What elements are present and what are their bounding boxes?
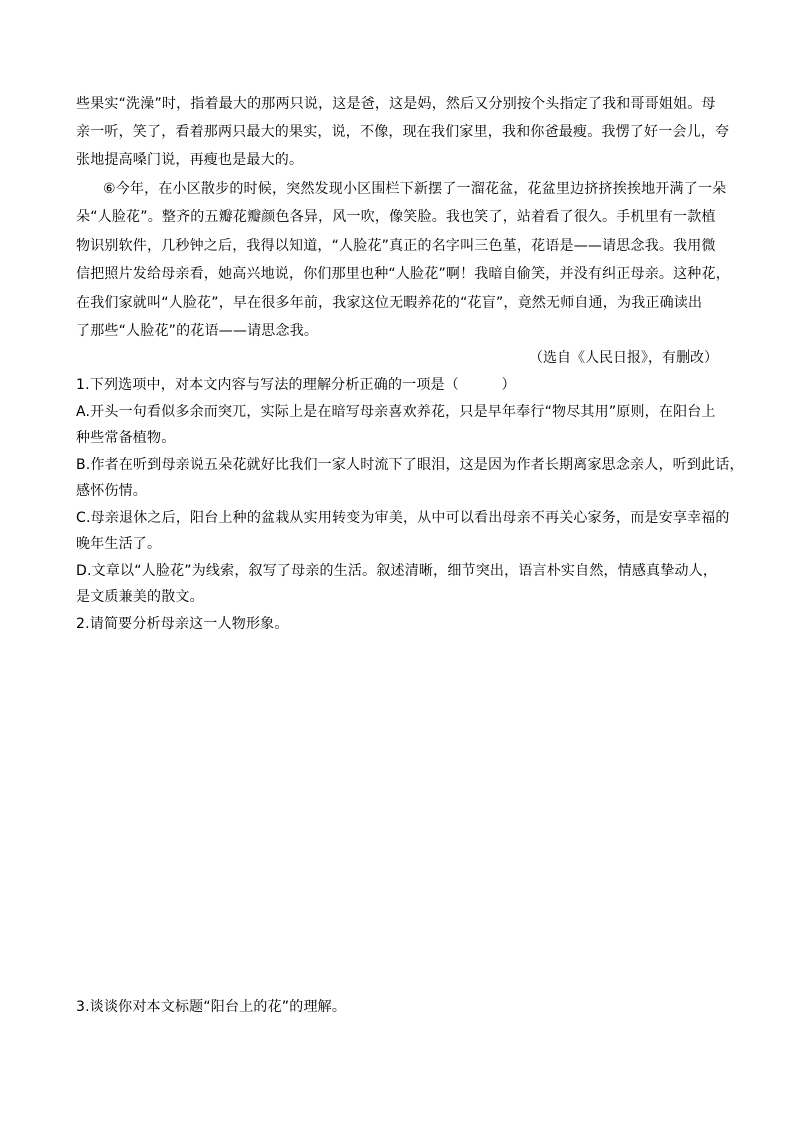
question-1-stem: 1.下列选项中，对本文内容与写法的理解分析正确的一项是（ ） bbox=[76, 377, 516, 393]
option-d-line-1: D.文章以“人脸花”为线索，叙写了母亲的生活。叙述清晰，细节突出，语言朴实自然，情感真挚动人， bbox=[76, 563, 718, 579]
paragraph-6-line-3: 物识别软件，几秒钟之后，我得以知道，“人脸花”真正的名字叫三色堇，花语是——请思念我。我用微 bbox=[76, 238, 716, 254]
passage-line-1: 些果实“洗澡”时，指着最大的那两只说，这是爸，这是妈，然后又分别按个头指定了我和哥哥姐姐。母 bbox=[76, 96, 716, 112]
question-2: 2.请简要分析母亲这一人物形象。 bbox=[76, 616, 289, 632]
source-citation: （选自《人民日报》，有删改） bbox=[529, 350, 718, 366]
option-c-line-2: 晚年生活了。 bbox=[76, 536, 162, 552]
option-c-line-1: C.母亲退休之后，阳台上种的盆栽从实用转变为审美，从中可以看出母亲不再关心家务，而是安享幸福的 bbox=[76, 510, 730, 526]
option-b-line-1: B.作者在听到母亲说五朵花就好比我们一家人时流下了眼泪，这是因为作者长期离家思念亲人，听到此话， bbox=[76, 457, 744, 473]
question-3: 3.谈谈你对本文标题“阳台上的花”的理解。 bbox=[76, 999, 347, 1015]
passage-line-3: 张地提高嗓门说，再瘦也是最大的。 bbox=[76, 152, 304, 168]
option-d-line-2: 是文质兼美的散文。 bbox=[76, 589, 204, 605]
paragraph-6-line-2: 朵“人脸花”。整齐的五瓣花瓣颜色各异，风一吹，像笑脸。我也笑了，站着看了很久。手机里有一款植 bbox=[76, 209, 716, 225]
option-a-line-1: A.开头一句看似多余而突兀，实际上是在暗写母亲喜欢养花，只是早年奉行“物尽其用”原则，在阳台上 bbox=[76, 404, 716, 420]
paragraph-6-line-1: ⑥今年，在小区散步的时候，突然发现小区围栏下新摆了一溜花盆，花盆里边挤挤挨挨地开满了一朵 bbox=[103, 181, 727, 197]
option-a-line-2: 种些常备植物。 bbox=[76, 430, 176, 446]
option-b-line-2: 感怀伤情。 bbox=[76, 483, 147, 499]
paragraph-6-line-5: 在我们家就叫“人脸花”，早在很多年前，我家这位无暇养花的“花盲”，竟然无师自通，为我正确读出 bbox=[76, 295, 703, 311]
paragraph-6-line-6: 了那些“人脸花”的花语——请思念我。 bbox=[76, 323, 319, 339]
passage-line-2: 亲一听，笑了，看着那两只最大的果实，说，不像，现在我们家里，我和你爸最瘦。我愣了好一会儿，夸 bbox=[76, 124, 730, 140]
paragraph-6-line-4: 信把照片发给母亲看，她高兴地说，你们那里也种“人脸花”啊！我暗自偷笑，并没有纠正母亲。这种花， bbox=[76, 266, 730, 282]
